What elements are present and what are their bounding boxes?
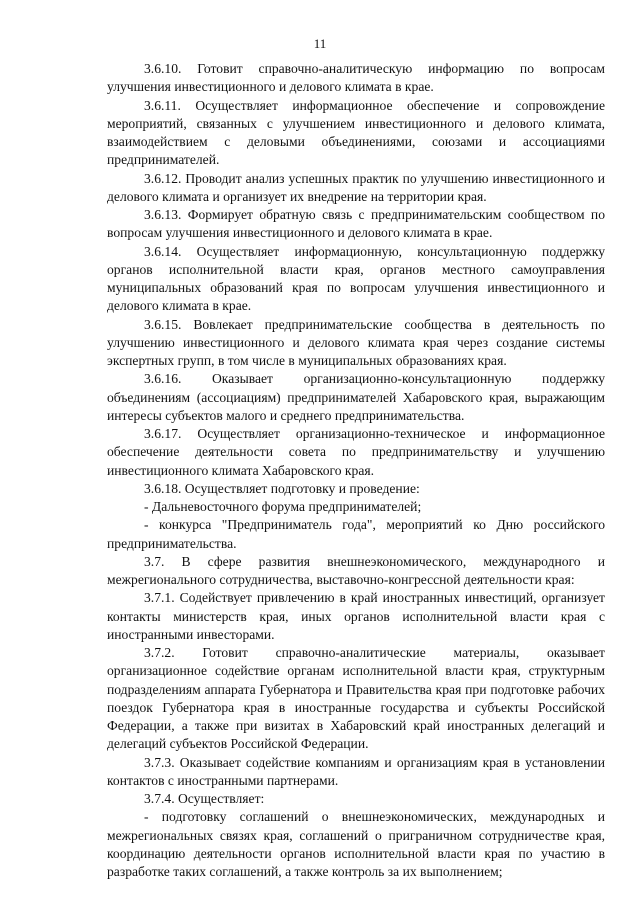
list-item: - конкурса "Предприниматель года", мероприятий ко Дню российского предпринимательства. [107, 517, 605, 551]
paragraph: 3.7. В сфере развития внешнеэкономического, международного и межрегионального сотрудничества, выставочно-конгрессной деятельности края: [107, 553, 605, 587]
paragraph: 3.6.15. Вовлекает предпринимательские сообщества в деятельность по улучшению инвестиционного и делового климата края через создание системы экспертных групп, в том числе в муниципальных образованиях края. [107, 316, 605, 368]
document-body [107, 60, 605, 881]
paragraph: 3.6.14. Осуществляет информационную, консультационную поддержку органов исполнительной власти края, органов местного самоуправления муниципальных образований края по вопросам улучшения инвестиционного и делового климата в крае. [107, 243, 605, 314]
paragraph: 3.6.11. Осуществляет информационное обеспечение и сопровождение мероприятий, связанных с улучшением инвестиционного и делового климата, взаимодействием с деловыми объединениями, союзами и ассоциациями предпринимателей. [107, 97, 605, 168]
paragraph: 3.6.13. Формирует обратную связь с предпринимательским сообществом по вопросам улучшения инвестиционного и делового климата в крае. [107, 207, 605, 241]
paragraph: 3.6.17. Осуществляет организационно-техническое и информационное обеспечение деятельности совета по предпринимательству и улучшению инвестиционного климата Хабаровского края. [107, 426, 605, 478]
paragraph: 3.7.3. Оказывает содействие компаниям и организациям края в установлении контактов с иностранными партнерами. [107, 754, 605, 788]
page-number: 11 [313, 36, 327, 51]
paragraph: 3.6.10. Готовит справочно-аналитическую информацию по вопросам улучшения инвестиционного и делового климата в крае. [107, 61, 605, 95]
paragraph: 3.6.12. Проводит анализ успешных практик по улучшению инвестиционного и делового климата и организует их внедрение на территории края. [107, 170, 605, 204]
paragraph: 3.7.4. Осуществляет: [144, 791, 265, 806]
paragraph: 3.6.18. Осуществляет подготовку и проведение: [144, 480, 420, 496]
paragraph: 3.7.2. Готовит справочно-аналитические материалы, оказывает организационное содействие органам исполнительной власти края, структурным подразделениям аппарата Губернатора и Правительства края при подготовке рабочих поездок Губернатора края в иностранные государства и субъекты Российской Федерации, а также при визитах в Хабаровский край иностранных делегаций и делегаций субъектов Российской Федерации. [107, 645, 605, 752]
list-item: - подготовку соглашений о внешнеэкономических, международных и межрегиональных связях края, соглашений о приграничном сотрудничестве края, координацию деятельности органов исполнительной власти края по участию в разработке таких соглашений, а также контроль за их выполнением; [107, 809, 605, 879]
paragraph: 3.7.1. Содействует привлечению в край иностранных инвестиций, организует контакты министерств края, иных органов исполнительной власти края с иностранными инвесторами. [107, 590, 605, 642]
list-item: - Дальневосточного форума предпринимателей; [144, 499, 422, 514]
paragraph: 3.6.16. Оказывает организационно-консультационную поддержку объединениям (ассоциациям) предпринимателей Хабаровского края, выражающим интересы субъектов малого и среднего предпринимательства. [107, 371, 605, 423]
